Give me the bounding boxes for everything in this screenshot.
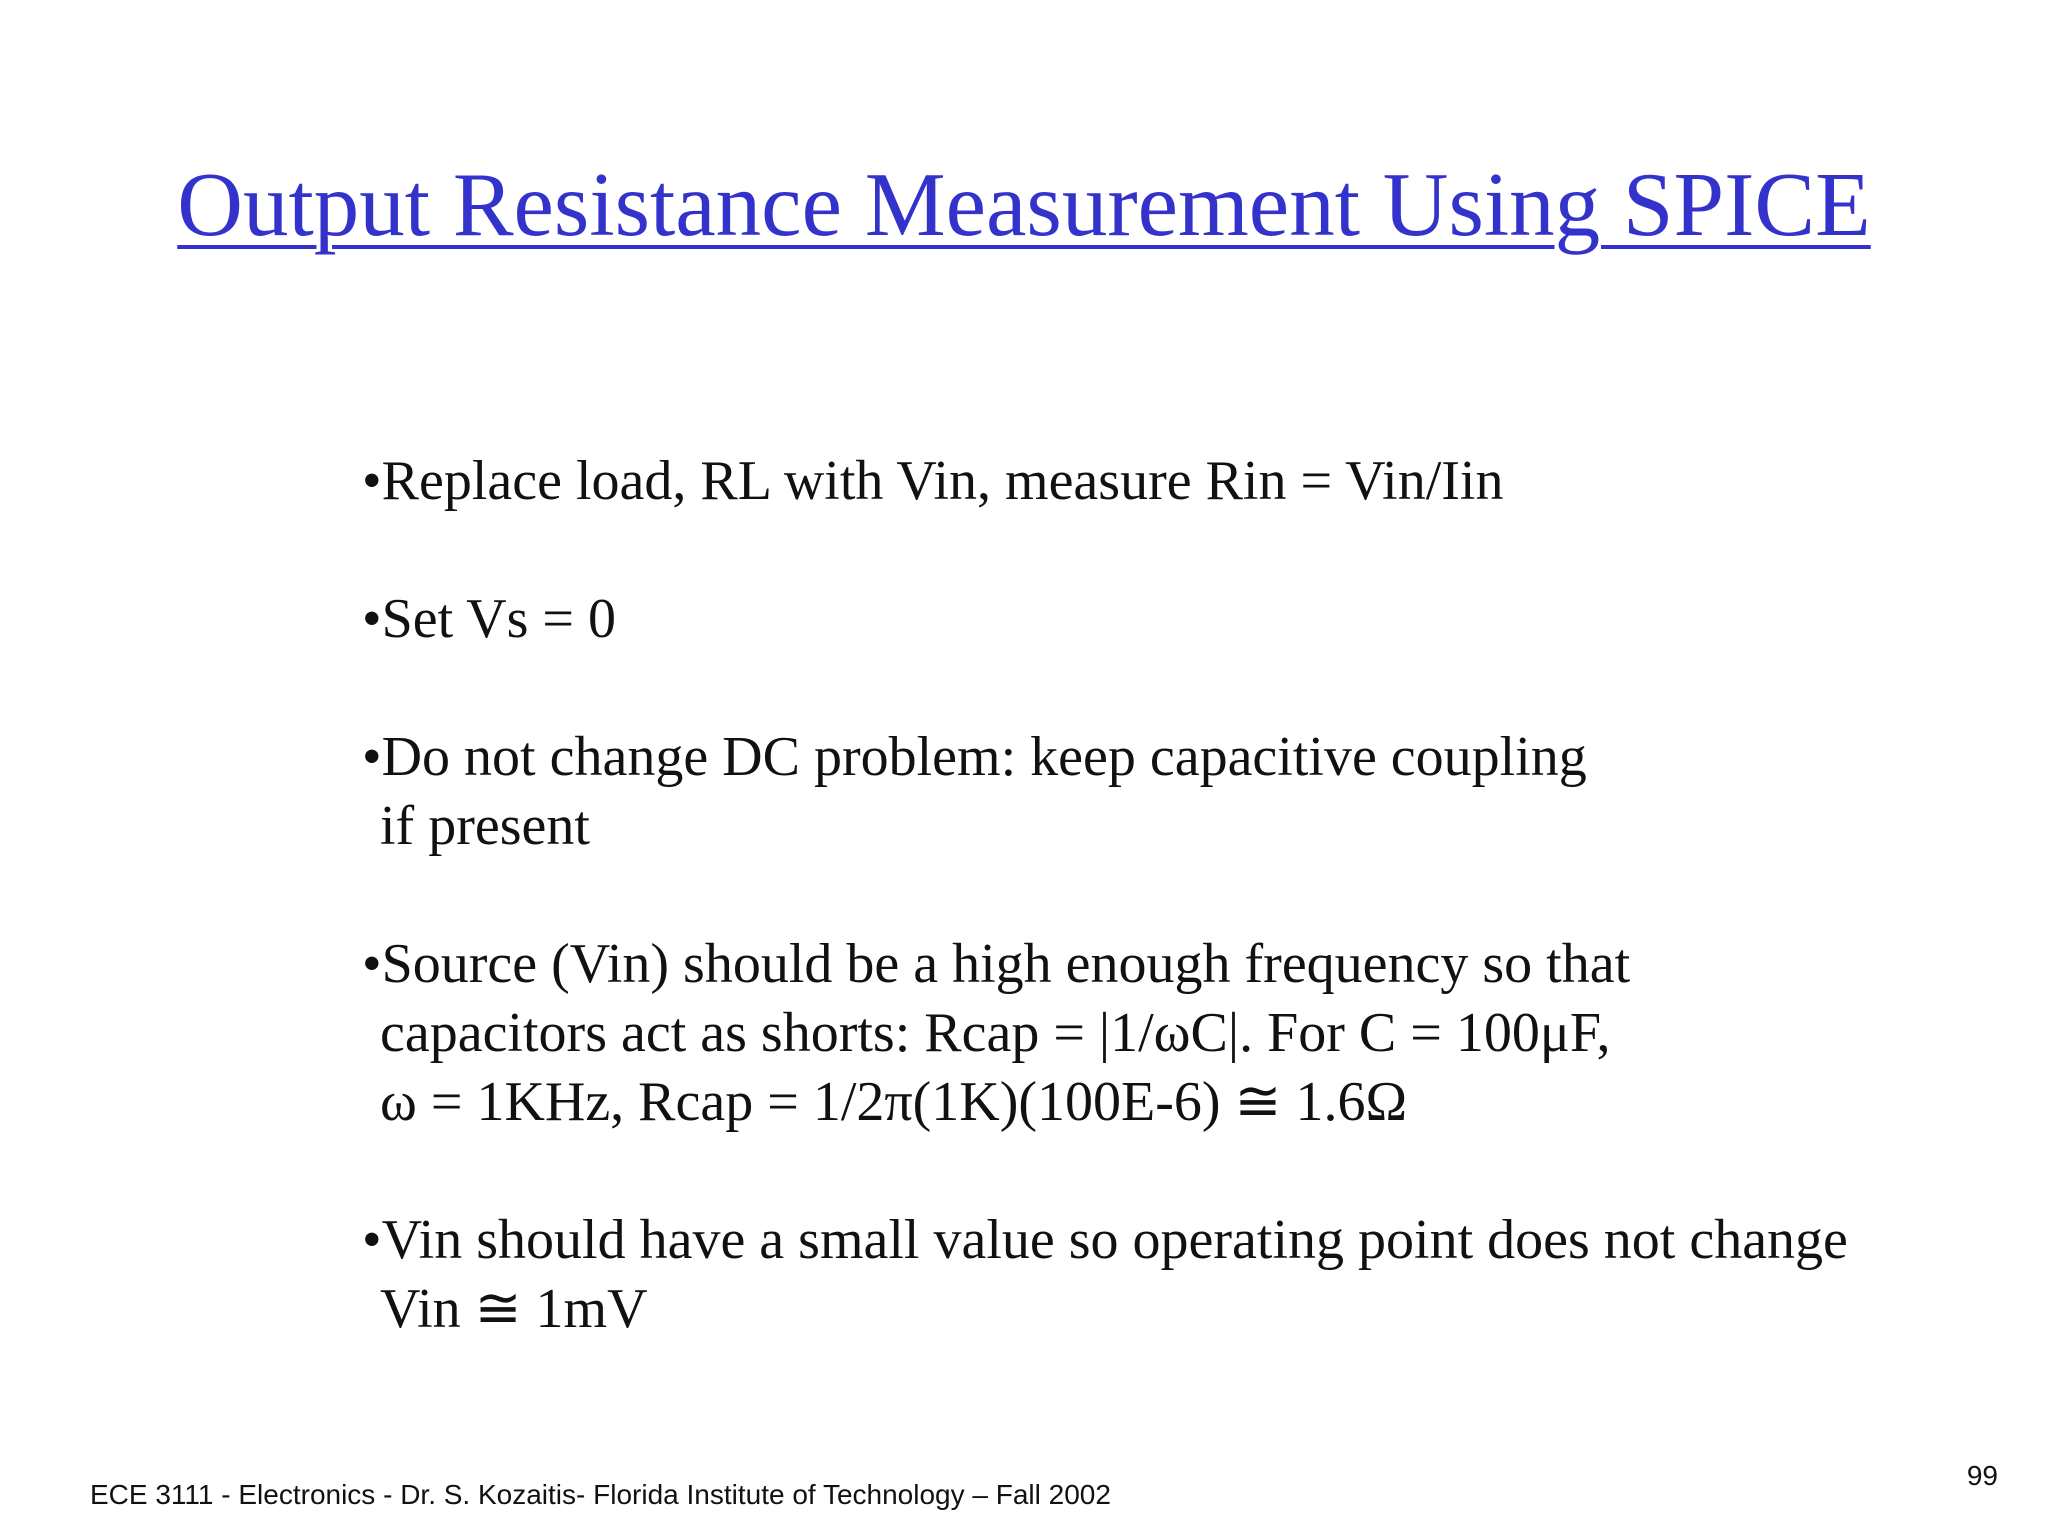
bullet-text: •Do not change DC problem: keep capacitive coupling — [362, 726, 1587, 788]
bullet-text-continuation: capacitors act as shorts: Rcap = |1/ωC|. For C = 100μF, — [380, 1002, 1611, 1064]
bullet-text-continuation: Vin ≅ 1mV — [380, 1278, 648, 1340]
bullet-text-continuation: ω = 1KHz, Rcap = 1/2π(1K)(100E-6) ≅ 1.6Ω — [380, 1071, 1408, 1133]
bullet-item — [362, 723, 1982, 861]
bullet-item — [362, 447, 1982, 516]
bullet-text-continuation: if present — [380, 795, 590, 857]
page-number: 99 — [1966, 1460, 1998, 1491]
bullet-item — [362, 1206, 1982, 1344]
slide-title: Output Resistance Measurement Using SPICE — [177, 154, 1871, 255]
bullet-text: •Source (Vin) should be a high enough frequency so that — [362, 933, 1631, 995]
bullet-item — [362, 930, 1982, 1137]
bullet-text: •Vin should have a small value so operating point does not change — [362, 1209, 1848, 1271]
slide-footer: ECE 3111 - Electronics - Dr. S. Kozaitis- Florida Institute of Technology – Fall 2002 — [90, 1479, 1111, 1510]
bullet-list — [362, 447, 1982, 1344]
bullet-text: •Set Vs = 0 — [362, 588, 616, 650]
bullet-text: •Replace load, RL with Vin, measure Rin = Vin/Iin — [362, 450, 1504, 512]
bullet-item — [362, 585, 1982, 654]
